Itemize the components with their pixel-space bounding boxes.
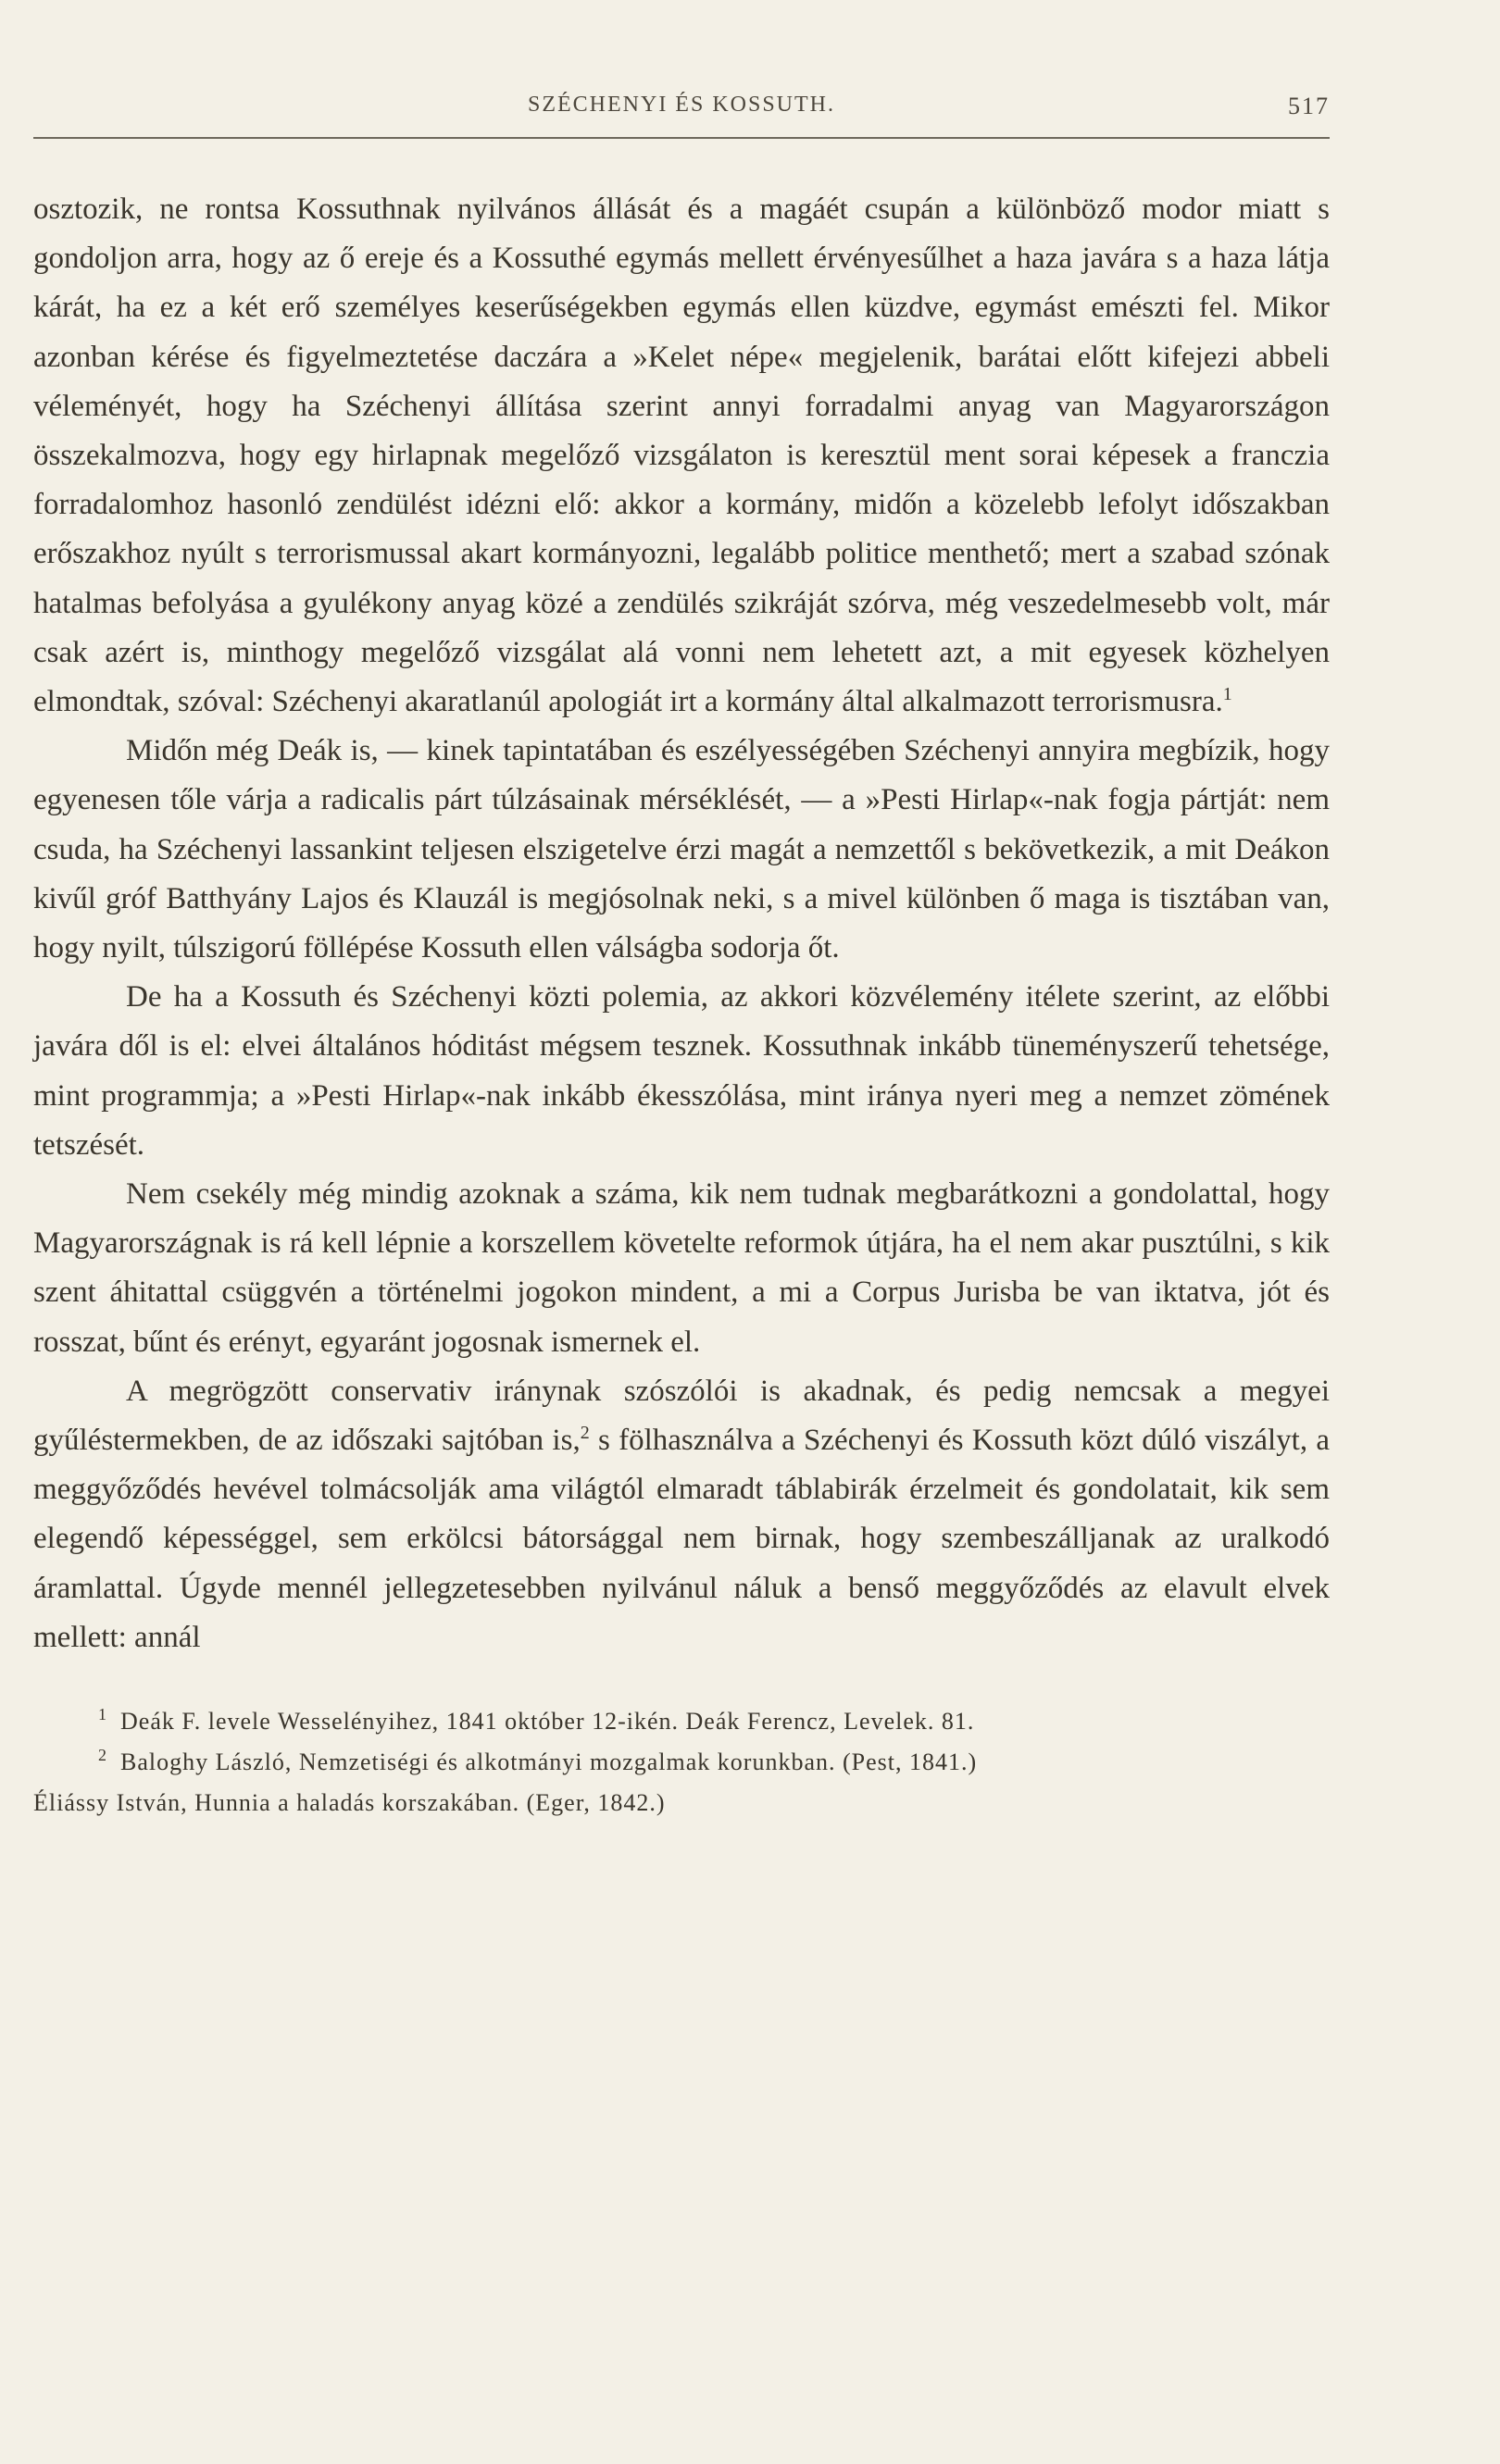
paragraph: [33, 727, 1330, 973]
paragraph: [33, 1367, 1330, 1662]
paragraph: [33, 973, 1330, 1170]
footnote: [33, 1701, 1330, 1742]
paragraph-text: A megrögzött conservativ iránynak szószólói is akadnak, és pedig nemcsak a megyei gyűléstermekben, de az időszaki sajtóban is,: [33, 1374, 1330, 1458]
footnote-marker: 2: [98, 1746, 107, 1765]
paragraph-text: osztozik, ne rontsa Kossuthnak nyilvános állását és a magáét csupán a különböző modor miatt s gondoljon arra, hogy az ő ereje és a Kossuthé egymás mellett érvényesűlhet a haza javára s a haza látja kárát, ha ez a két erő személyes keserűségekben egymás ellen küzdve, egymást emészti fel. Mikor azonban kérése és figyelmeztetése daczára a »Kelet népe« megjelenik, barátai előtt kifejezi abbeli véleményét, hogy ha Széchenyi állítása szerint annyi forradalmi anyag van Magyarországon összekalmozva, hogy egy hirlapnak megelőző vizsgálaton is keresztül ment sorai képesek a franczia forradalomhoz hasonló zendülést idézni elő: akkor a kormány, midőn a közelebb lefolyt időszakban erőszakhoz nyúlt s terrorismussal akart kormányozni, legalább politice menthető; mert a szabad szónak hatalmas befolyása a gyulékony anyag közé a zendülés szikráját szórva, még veszedelmesebb volt, már csak azért is, minthogy megelőző vizsgálat alá vonni nem lehetett azt, a mit egyesek közhelyen elmondtak, szóval: Széchenyi akaratlanúl apologiát irt a kormány által alkalmazott terrorismusra.: [33, 193, 1330, 719]
footnote-reference: 1: [1222, 684, 1232, 705]
footnote: [33, 1783, 1330, 1823]
footnote-reference: 2: [580, 1423, 590, 1444]
paragraph: [33, 1170, 1330, 1367]
book-page: [33, 93, 1330, 1823]
paragraph-text: De ha a Kossuth és Széchenyi közti polemia, az akkori közvélemény itélete szerint, az előbbi javára dől is el: elvei általános hóditást mégsem tesznek. Kossuthnak inkább tüneményszerű tehetsége, mint programmja; a »Pesti Hirlap«-nak inkább ékesszólása, mint iránya nyeri meg a nemzet zömének tetszését.: [33, 980, 1330, 1162]
paragraph: [33, 185, 1330, 727]
footnote: [33, 1742, 1330, 1783]
page-header: [33, 93, 1330, 139]
paragraph-text: Midőn még Deák is, — kinek tapintatában és eszélyességében Széchenyi annyira megbízik, hogy egyenesen tőle várja a radicalis párt túlzásainak mérséklését, — a »Pesti Hirlap«-nak fogja pártját: nem csuda, ha Széchenyi lassankint teljesen elszigetelve érzi magát a nemzettől s bekövetkezik, a mit Deákon kivűl gróf Batthyány Lajos és Klauzál is megjósolnak neki, s a mivel különben ő maga is tisztában van, hogy nyilt, túlszigorú föllépése Kossuth ellen válságba sodorja őt.: [33, 734, 1330, 965]
paragraph-text: s fölhasználva a Széchenyi és Kossuth közt dúló viszályt, a meggyőződés hevével tolmácsolják ama világtól elmaradt táblabirák érzelmeit és gondolatait, kik sem elegendő képességgel, sem erkölcsi bátorsággal nem birnak, hogy szembeszálljanak az uralkodó áramlattal. Úgyde mennél jellegzetesebben nyilvánul náluk a benső meggyőződés az elavult elvek mellett: annál: [33, 1424, 1330, 1654]
body-text: [33, 185, 1330, 1662]
page-number: 517: [1288, 93, 1330, 119]
footnote-text: Éliássy István, Hunnia a haladás korszakában. (Eger, 1842.): [33, 1789, 666, 1817]
footnote-marker: 1: [98, 1705, 107, 1724]
paragraph-text: Nem csekély még mindig azoknak a száma, kik nem tudnak megbarátkozni a gondolattal, hogy Magyarországnak is rá kell lépnie a korszellem követelte reformok útjára, ha el nem akar pusztúlni, s kik szent áhitattal csüggvén a történelmi jogokon mindent, a mi a Corpus Jurisba be van iktatva, jót és rosszat, bűnt és erényt, egyaránt jogosnak ismernek el.: [33, 1177, 1330, 1359]
running-title: SZÉCHENYI ÉS KOSSUTH.: [527, 93, 835, 117]
footnote-text: Baloghy László, Nemzetiségi és alkotmányi mozgalmak korunkban. (Pest, 1841.): [120, 1748, 978, 1776]
footnotes: [33, 1701, 1330, 1823]
footnote-text: Deák F. levele Wesselényihez, 1841 október 12-ikén. Deák Ferencz, Levelek. 81.: [120, 1708, 975, 1736]
